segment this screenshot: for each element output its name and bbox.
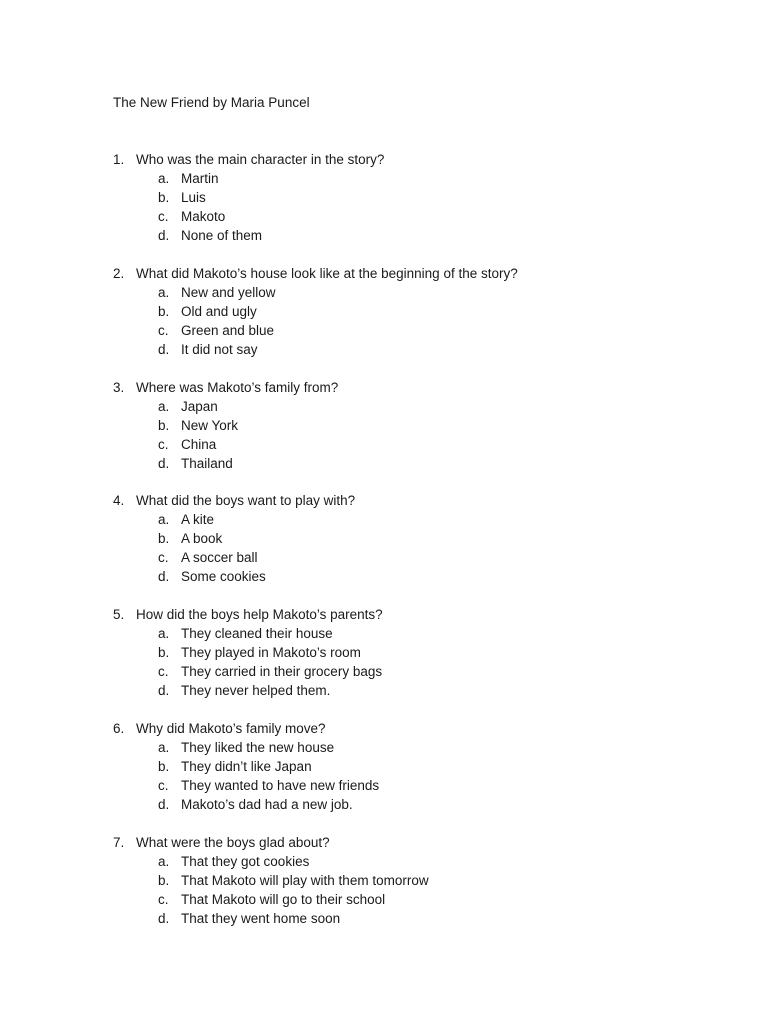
option-letter: a.: [158, 512, 170, 528]
option-letter: a.: [158, 626, 170, 642]
option-letter: c.: [158, 777, 169, 793]
option-text: New York: [181, 417, 239, 433]
question-text: What did Makoto’s house look like at the beginning of the story?: [136, 265, 518, 281]
option-text: That they went home soon: [181, 910, 341, 926]
answer-option: [0, 416, 768, 435]
question-line: [0, 491, 768, 510]
option-text: They cleaned their house: [181, 626, 333, 642]
option-letter: d.: [158, 569, 170, 585]
answer-option: [0, 435, 768, 454]
option-text: New and yellow: [181, 284, 276, 300]
question-3: [0, 378, 768, 492]
option-letter: c.: [158, 664, 169, 680]
question-4: [0, 491, 768, 605]
option-text: A soccer ball: [181, 550, 258, 566]
answer-option: [0, 340, 768, 359]
option-text: Luis: [181, 190, 206, 205]
question-list: [0, 150, 768, 947]
answer-option: [0, 226, 768, 245]
option-letter: b.: [158, 417, 170, 433]
option-text: They liked the new house: [181, 739, 335, 755]
answer-option: [0, 548, 768, 567]
option-letter: b.: [158, 303, 170, 319]
answer-option: [0, 643, 768, 662]
option-text: Makoto: [181, 209, 226, 224]
option-text: A kite: [181, 512, 215, 528]
answer-option: [0, 283, 768, 302]
question-line: [0, 378, 768, 397]
question-number: 6.: [113, 720, 125, 736]
question-number: 5.: [113, 607, 125, 623]
answer-option: [0, 207, 768, 226]
option-letter: d.: [158, 228, 170, 243]
question-number: 4.: [113, 493, 125, 509]
answer-option: [0, 454, 768, 473]
question-7: [0, 833, 768, 947]
answer-option: [0, 681, 768, 700]
option-letter: c.: [158, 209, 169, 224]
question-text: Where was Makoto’s family from?: [136, 379, 339, 395]
question-text: Who was the main character in the story?: [136, 152, 385, 167]
option-text: Old and ugly: [181, 303, 257, 319]
option-text: Green and blue: [181, 322, 275, 338]
answer-option: [0, 302, 768, 321]
question-line: [0, 150, 768, 169]
option-letter: a.: [158, 853, 170, 869]
option-letter: a.: [158, 171, 170, 186]
question-number: 2.: [113, 265, 125, 281]
question-1: [0, 150, 768, 264]
option-letter: c.: [158, 550, 169, 566]
option-letter: b.: [158, 190, 170, 205]
answer-option: [0, 397, 768, 416]
question-number: 7.: [113, 834, 125, 850]
option-text: They played in Makoto’s room: [181, 645, 361, 661]
option-letter: a.: [158, 284, 170, 300]
option-letter: d.: [158, 341, 170, 357]
question-line: [0, 719, 768, 738]
answer-option: [0, 169, 768, 188]
answer-option: [0, 795, 768, 814]
option-letter: d.: [158, 796, 170, 812]
answer-option: [0, 529, 768, 548]
option-text: China: [181, 436, 217, 452]
answer-option: [0, 188, 768, 207]
option-text: It did not say: [181, 341, 258, 357]
answer-option: [0, 776, 768, 795]
option-text: That they got cookies: [181, 853, 310, 869]
option-letter: a.: [158, 739, 170, 755]
question-text: What were the boys glad about?: [136, 834, 330, 850]
option-letter: c.: [158, 436, 169, 452]
question-line: [0, 605, 768, 624]
option-text: A book: [181, 531, 223, 547]
option-letter: c.: [158, 322, 169, 338]
option-text: Japan: [181, 398, 218, 414]
document-title: The New Friend by Maria Puncel: [113, 95, 310, 110]
option-letter: c.: [158, 891, 169, 907]
option-letter: d.: [158, 455, 170, 471]
question-line: [0, 833, 768, 852]
question-text: Why did Makoto’s family move?: [136, 720, 326, 736]
option-text: They wanted to have new friends: [181, 777, 380, 793]
answer-option: [0, 871, 768, 890]
option-text: That Makoto will go to their school: [181, 891, 386, 907]
answer-option: [0, 909, 768, 928]
question-number: 3.: [113, 379, 125, 395]
option-text: They carried in their grocery bags: [181, 664, 383, 680]
option-text: Some cookies: [181, 569, 266, 585]
option-letter: d.: [158, 683, 170, 699]
question-5: [0, 605, 768, 719]
question-6: [0, 719, 768, 833]
answer-option: [0, 852, 768, 871]
option-text: They didn’t like Japan: [181, 758, 312, 774]
option-letter: b.: [158, 645, 170, 661]
option-text: Makoto’s dad had a new job.: [181, 796, 353, 812]
question-line: [0, 264, 768, 283]
question-text: What did the boys want to play with?: [136, 493, 356, 509]
option-letter: b.: [158, 872, 170, 888]
answer-option: [0, 662, 768, 681]
option-text: That Makoto will play with them tomorrow: [181, 872, 429, 888]
option-letter: d.: [158, 910, 170, 926]
answer-option: [0, 624, 768, 643]
option-letter: b.: [158, 531, 170, 547]
question-number: 1.: [113, 152, 125, 167]
option-letter: a.: [158, 398, 170, 414]
answer-option: [0, 738, 768, 757]
answer-option: [0, 890, 768, 909]
answer-option: [0, 321, 768, 340]
answer-option: [0, 510, 768, 529]
option-text: Martin: [181, 171, 219, 186]
question-text: How did the boys help Makoto’s parents?: [136, 607, 383, 623]
answer-option: [0, 567, 768, 586]
option-text: None of them: [181, 228, 263, 243]
option-letter: b.: [158, 758, 170, 774]
option-text: Thailand: [181, 455, 233, 471]
answer-option: [0, 757, 768, 776]
question-2: [0, 264, 768, 378]
option-text: They never helped them.: [181, 683, 331, 699]
